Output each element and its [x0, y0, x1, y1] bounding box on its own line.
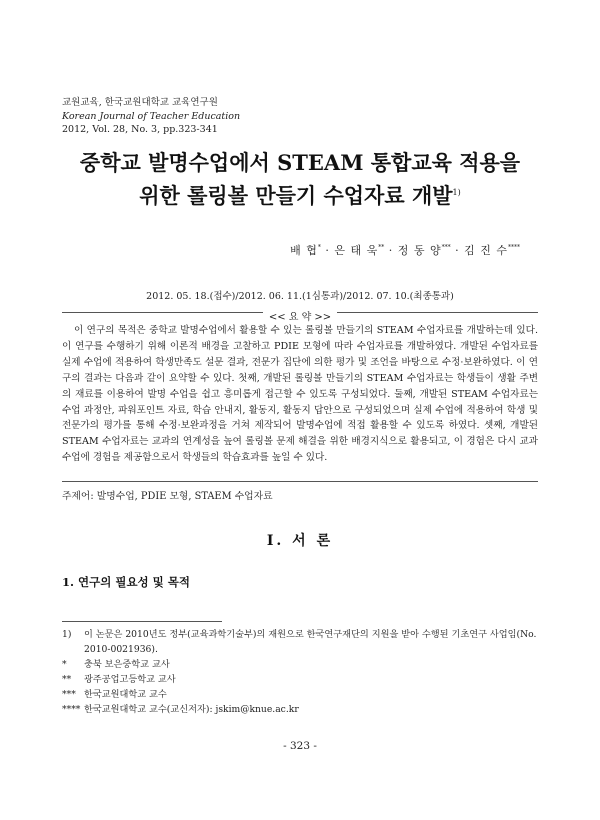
footnote-item	[62, 657, 540, 672]
title-footnote-mark: 1)	[452, 188, 461, 197]
author-separator: ·	[450, 244, 465, 257]
author-name: 배 협	[290, 244, 318, 257]
author-mark: ****	[508, 244, 520, 251]
title-line-2	[0, 178, 600, 211]
submission-dates: 2012. 05. 18.(접수)/2012. 06. 11.(1심통과)/2012. 07. 10.(최종통과)	[146, 291, 454, 302]
footnote-rule	[62, 621, 222, 622]
footnote-text: 충북 보은중학교 교사	[84, 659, 170, 670]
footnote-text: 한국교원대학교 교수(교신저자): jskim@knue.ac.kr	[84, 704, 299, 715]
footnote-item	[62, 687, 540, 702]
footnote-mark: **	[62, 674, 72, 685]
journal-english-name: Korean Journal of Teacher Education	[62, 110, 241, 122]
footnote-mark: ***	[62, 689, 76, 700]
footnote-item	[62, 702, 540, 717]
author-separator: ·	[320, 244, 335, 257]
footnote-mark: *	[62, 659, 67, 670]
abstract-label: << 요 약 >>	[263, 312, 337, 323]
keywords: 주제어: 발명수업, PDIE 모형, STAEM 수업자료	[62, 491, 273, 502]
footnote-item	[62, 627, 540, 657]
footnote-mark: ****	[62, 704, 81, 715]
author-mark: ***	[441, 244, 451, 251]
subsection-heading: 1. 연구의 필요성 및 목적	[62, 575, 190, 589]
journal-header	[62, 96, 240, 137]
author-mark: *	[317, 244, 321, 251]
author-separator: ·	[384, 244, 398, 257]
footnote-text: 한국교원대학교 교수	[84, 689, 167, 700]
author-list	[290, 242, 520, 258]
author-name: 정 동 양	[397, 244, 442, 257]
keywords-rule	[62, 481, 538, 482]
journal-publisher: 교원교육, 한국교원대학교 교육연구원	[62, 97, 218, 108]
footnote-text: 광주공업고등학교 교사	[84, 674, 176, 685]
title-line-2-text: 위한 롤링볼 만들기 수업자료 개발	[139, 183, 453, 208]
author-mark: **	[378, 244, 385, 251]
abstract-label-wrap	[0, 305, 600, 324]
paper-title	[0, 148, 600, 211]
title-line-1: 중학교 발명수업에서 STEAM 통합교육 적용을	[79, 150, 521, 175]
footnote-text: 이 논문은 2010년도 정부(교육과학기술부)의 재원으로 한국연구재단의 지원을 받아 수행된 기초연구 사업임(No. 2010-0021936).	[84, 629, 537, 655]
abstract-text: 이 연구의 목적은 중학교 발명수업에서 활용할 수 있는 롤링볼 만들기의 STEAM 수업자료를 개발하는데 있다. 이 연구를 수행하기 위해 이론적 배경을 고찰하고 PDIE 모형에 따라 수업자료를 개발하였다. 개발된 수업자료를 실제 수업에 적용하여 학생만족도 설문 결과, 전문가 집단에 의한 평가 및 조언을 바탕으로 수정·보완하였다. 이 연구의 결과는 다음과 같이 요약할 수 있다. 첫째, 개발된 롤링볼 만들기의 STEAM 수업자료는 학생들이 생활 주변의 재료를 이용하여 발명 수업을 쉽고 흥미롭게 접근할 수 있도록 구성되었다. 둘째, 개발된 STEAM 수업자료는 수업 과정안, 파워포인트 자료, 학습 안내지, 활동지, 활동지 답안으로 구성되었으며 실제 수업에 적용하여 학생 및 전문가의 평가를 통해 수정·보완과정을 거쳐 제작되어 발명수업에 적접 활용할 수 있도록 하였다. 셋째, 개발된 STEAM 수업자료는 교과의 연계성을 높여 롤링볼 문제 해결을 위한 배경지식으로 활용되고, 이 경험은 다시 교과 수업에 경험을 제공함으로서 학생들의 학습효과를 높일 수 있다.	[62, 325, 538, 464]
author-name: 은 태 욱	[334, 244, 379, 257]
journal-volume-info: 2012, Vol. 28, No. 3, pp.323-341	[62, 124, 218, 135]
author-name: 김 진 수	[464, 244, 508, 257]
footnotes	[62, 627, 540, 717]
footnote-item	[62, 672, 540, 687]
section-heading: Ⅰ. 서 론	[266, 533, 334, 549]
footnote-mark: 1)	[62, 629, 72, 640]
page-number: - 323 -	[283, 740, 317, 752]
